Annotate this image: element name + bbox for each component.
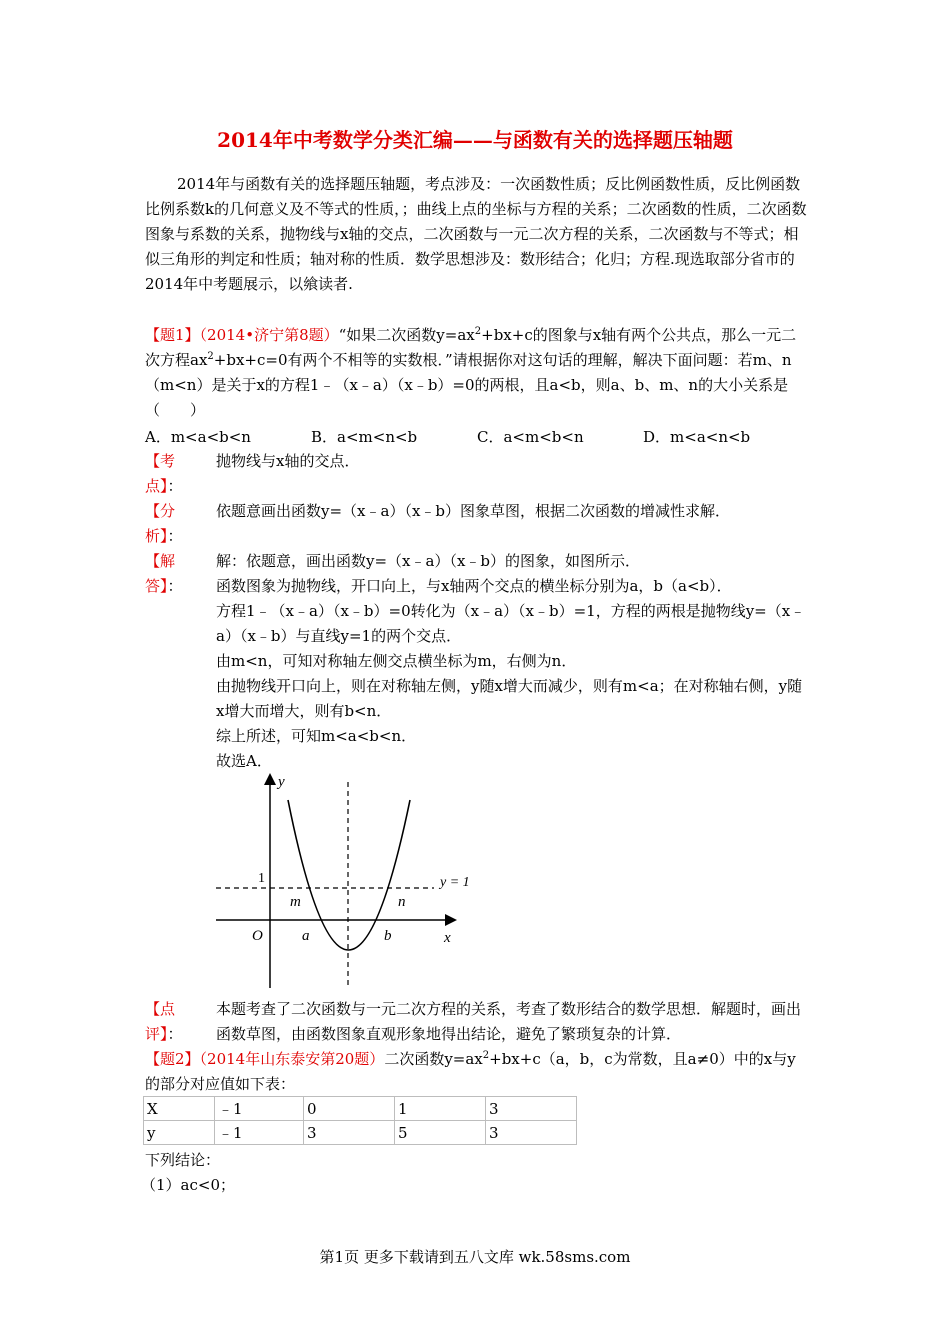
- table-cell: 0: [304, 1097, 395, 1121]
- label-punct: ：: [167, 527, 183, 545]
- kaodian-label: [145, 449, 205, 499]
- option-a: A．m<a<b<n: [145, 428, 251, 446]
- label-line: 【解: [145, 552, 176, 570]
- jieda-line: 由抛物线开口向上，则在对称轴左侧，y随x增大而减少，则有m<a；在对称轴右侧，y随x增大而增大，则有b<n．: [216, 677, 803, 720]
- table-row: [144, 1097, 577, 1121]
- jieda-line: 故选A．: [216, 752, 272, 770]
- question-2-tag: 【题2】: [145, 1050, 200, 1068]
- question-1-tag: 【题1】: [145, 326, 200, 344]
- question-1-text-b: +bx+c的图象与x轴有两个公共点，那么一元二次方程ax: [145, 326, 797, 369]
- dianping-label: [145, 997, 205, 1047]
- option-d: D．m<a<n<b: [643, 428, 751, 446]
- a-label: a: [302, 928, 310, 944]
- conclusion-1: （1）ac<0；: [141, 1176, 235, 1194]
- table-row: [144, 1121, 577, 1145]
- superscript: 2: [207, 351, 214, 362]
- kaodian-text: 抛物线与x轴的交点．: [216, 452, 360, 470]
- question-1-text-c: +bx+c=0有两个不相等的实数根．”请根据你对这句话的理解，解决下面问题：若m、n（m<n）是关于x的方程1﹣（x﹣a）（x﹣b）=0的两根，且a<b，则a、b、m、n的大小关系是（ ）: [145, 351, 792, 419]
- option-c: C．a<m<b<n: [477, 428, 584, 446]
- page-title: 2014年中考数学分类汇编——与函数有关的选择题压轴题: [217, 128, 733, 152]
- jieda-text: [216, 549, 808, 774]
- jieda-label: [145, 549, 205, 599]
- value-table: [143, 1096, 577, 1145]
- intro-paragraph: 2014年与函数有关的选择题压轴题，考点涉及：一次函数性质；反比例函数性质，反比例函数比例系数k的几何意义及不等式的性质，；曲线上点的坐标与方程的关系；二次函数的性质，二次函数图象与系数的关系，抛物线与x轴的交点，二次函数与一元二次方程的关系，二次函数与不等式；相似三角形的判定和性质；轴对称的性质．数学思想涉及：数形结合；化归；方程.现选取部分省市的2014年中考题展示，以飨读者.: [145, 175, 807, 293]
- question-1-text-a: “如果二次函数y=ax: [338, 326, 475, 344]
- table-cell: y: [144, 1121, 215, 1145]
- table-cell: 5: [395, 1121, 486, 1145]
- y-axis-label: y: [278, 774, 285, 790]
- dianping-text: 本题考查了二次函数与一元二次方程的关系，考查了数形结合的数学思想．解题时，画出函数草图，由函数图象直观形象地得出结论，避免了繁琐复杂的计算．: [216, 1000, 802, 1043]
- jieda-line: 方程1﹣（x﹣a）（x﹣b）=0转化为（x﹣a）（x﹣b）=1，方程的两根是抛物线y=（x﹣a）（x﹣b）与直线y=1的两个交点．: [216, 602, 806, 645]
- m-label: m: [290, 894, 301, 910]
- question-2-text-b: +bx+c（a，b，c为常数，且a≠0）中的x与y的部分对应值如下表：: [145, 1050, 796, 1093]
- question-1: [145, 323, 807, 423]
- x-axis-label: x: [444, 930, 451, 946]
- label-line: 评】: [145, 1025, 168, 1043]
- jieda-line: 解：依题意，画出函数y=（x﹣a）（x﹣b）的图象，如图所示．: [216, 552, 641, 570]
- label-punct: ：: [167, 577, 183, 595]
- label-line: 点】: [145, 477, 168, 495]
- table-cell: 3: [304, 1121, 395, 1145]
- table-cell: 3: [486, 1121, 577, 1145]
- label-punct: ：: [167, 477, 183, 495]
- label-line: 【分: [145, 502, 176, 520]
- one-label: 1: [258, 871, 265, 886]
- superscript: 2: [474, 326, 482, 337]
- table-cell: X: [144, 1097, 215, 1121]
- table-cell: 3: [486, 1097, 577, 1121]
- label-line: 答】: [145, 577, 168, 595]
- conclusion-intro: 下列结论：: [145, 1151, 221, 1169]
- label-punct: ：: [167, 1025, 183, 1043]
- question-2-text-a: 二次函数y=ax: [384, 1050, 483, 1068]
- b-label: b: [384, 928, 392, 944]
- table-cell: ﹣1: [215, 1121, 304, 1145]
- jieda-line: 函数图象为抛物线，开口向上，与x轴两个交点的横坐标分别为a，b（a<b）．: [216, 577, 732, 595]
- jieda-line: 综上所述，可知m<a<b<n．: [216, 727, 417, 745]
- question-2: [145, 1047, 807, 1097]
- jieda-line: 由m<n，可知对称轴左侧交点横坐标为m，右侧为n．: [216, 652, 577, 670]
- label-line: 析】: [145, 527, 168, 545]
- table-cell: ﹣1: [215, 1097, 304, 1121]
- superscript: 2: [482, 1050, 490, 1061]
- fenxi-text: 依题意画出函数y=（x﹣a）（x﹣b）图象草图，根据二次函数的增减性求解．: [216, 502, 731, 520]
- table-cell: 1: [395, 1097, 486, 1121]
- question-1-source: （2014•济宁第8题）: [199, 326, 339, 344]
- label-line: 【点: [145, 1000, 176, 1018]
- line-label: y = 1: [440, 875, 470, 890]
- parabola-graph: [212, 770, 482, 992]
- label-line: 【考: [145, 452, 176, 470]
- option-b: B．a<m<n<b: [311, 428, 418, 446]
- origin-label: O: [252, 928, 263, 944]
- page-footer: 第1页 更多下载请到五八文库 wk.58sms.com: [319, 1248, 631, 1266]
- fenxi-label: [145, 499, 205, 549]
- question-1-options: [145, 425, 807, 449]
- n-label: n: [398, 894, 406, 910]
- question-2-source: （2014年山东泰安第20题）: [199, 1050, 385, 1068]
